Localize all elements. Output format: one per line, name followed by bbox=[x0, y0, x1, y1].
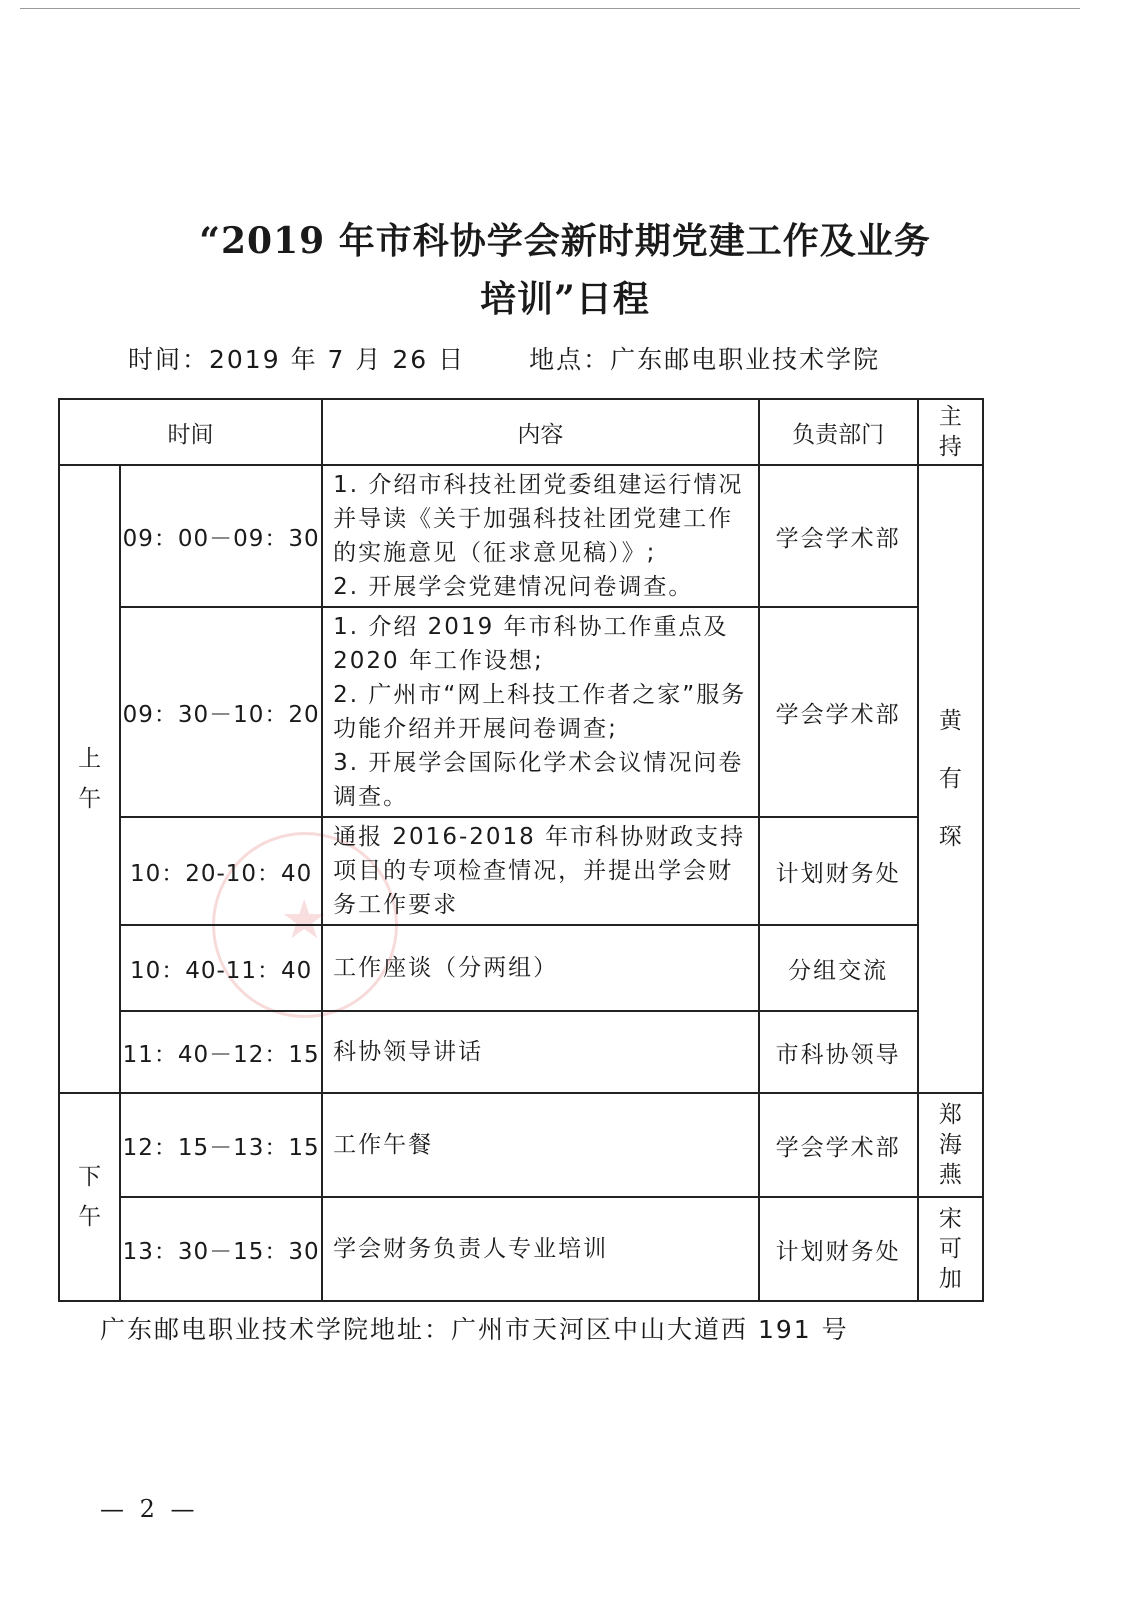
table-header-row bbox=[59, 399, 983, 465]
table-row bbox=[59, 607, 983, 817]
table-row bbox=[59, 1197, 983, 1301]
row-time: 10：40-11：40 bbox=[120, 925, 322, 1011]
venue-address: 广东邮电职业技术学院地址：广州市天河区中山大道西 191 号 bbox=[100, 1315, 849, 1344]
row-host: 郑海燕 bbox=[918, 1093, 983, 1197]
row-dept: 分组交流 bbox=[759, 925, 918, 1011]
table-row bbox=[59, 925, 983, 1011]
title-line-1: “2019 年市科协学会新时期党建工作及业务 bbox=[199, 220, 931, 262]
row-content: 1. 介绍 2019 年市科协工作重点及 2020 年工作设想; 2. 广州市“网上科技工作者之家”服务功能介绍并开展问卷调查; 3. 开展学会国际化学术会议情况问卷调查。 bbox=[322, 607, 759, 817]
row-dept: 学会学术部 bbox=[759, 465, 918, 607]
row-content: 工作座谈（分两组） bbox=[322, 925, 759, 1011]
row-time: 12：15－13：15 bbox=[120, 1093, 322, 1197]
row-time: 09：00－09：30 bbox=[120, 465, 322, 607]
row-dept: 计划财务处 bbox=[759, 817, 918, 925]
event-date: 时间：2019 年 7 月 26 日 bbox=[128, 345, 466, 374]
page-number: — 2 — bbox=[100, 1495, 199, 1523]
row-dept: 学会学术部 bbox=[759, 607, 918, 817]
meta-line bbox=[128, 340, 948, 376]
header-time: 时间 bbox=[59, 399, 322, 465]
row-time: 13：30－15：30 bbox=[120, 1197, 322, 1301]
header-content: 内容 bbox=[322, 399, 759, 465]
event-location: 地点：广东邮电职业技术学院 bbox=[529, 345, 881, 374]
row-time: 09：30－10：20 bbox=[120, 607, 322, 817]
header-host: 主持 bbox=[918, 399, 983, 465]
table-row bbox=[59, 465, 983, 607]
period-morning: 上午 bbox=[59, 465, 120, 1093]
title-line-2: 培训”日程 bbox=[480, 278, 650, 320]
period-afternoon: 下午 bbox=[59, 1093, 120, 1301]
table-row bbox=[59, 1011, 983, 1093]
row-dept: 学会学术部 bbox=[759, 1093, 918, 1197]
row-host: 宋可加 bbox=[918, 1197, 983, 1301]
row-time: 11：40－12：15 bbox=[120, 1011, 322, 1093]
table-row bbox=[59, 817, 983, 925]
host-morning: 黄有琛 bbox=[918, 465, 983, 1093]
row-content: 工作午餐 bbox=[322, 1093, 759, 1197]
header-dept: 负责部门 bbox=[759, 399, 918, 465]
row-content: 通报 2016-2018 年市科协财政支持项目的专项检查情况，并提出学会财务工作要求 bbox=[322, 817, 759, 925]
row-dept: 市科协领导 bbox=[759, 1011, 918, 1093]
table-row bbox=[59, 1093, 983, 1197]
document-title bbox=[0, 212, 1130, 328]
row-dept: 计划财务处 bbox=[759, 1197, 918, 1301]
scan-edge-line bbox=[20, 8, 1080, 9]
row-content: 1. 介绍市科技社团党委组建运行情况并导读《关于加强科技社团党建工作的实施意见（征求意见稿）》; 2. 开展学会党建情况问卷调查。 bbox=[322, 465, 759, 607]
schedule-table bbox=[58, 398, 984, 1302]
row-time: 10：20-10：40 bbox=[120, 817, 322, 925]
row-content: 科协领导讲话 bbox=[322, 1011, 759, 1093]
row-content: 学会财务负责人专业培训 bbox=[322, 1197, 759, 1301]
seal-star-icon: ★ bbox=[280, 888, 329, 951]
